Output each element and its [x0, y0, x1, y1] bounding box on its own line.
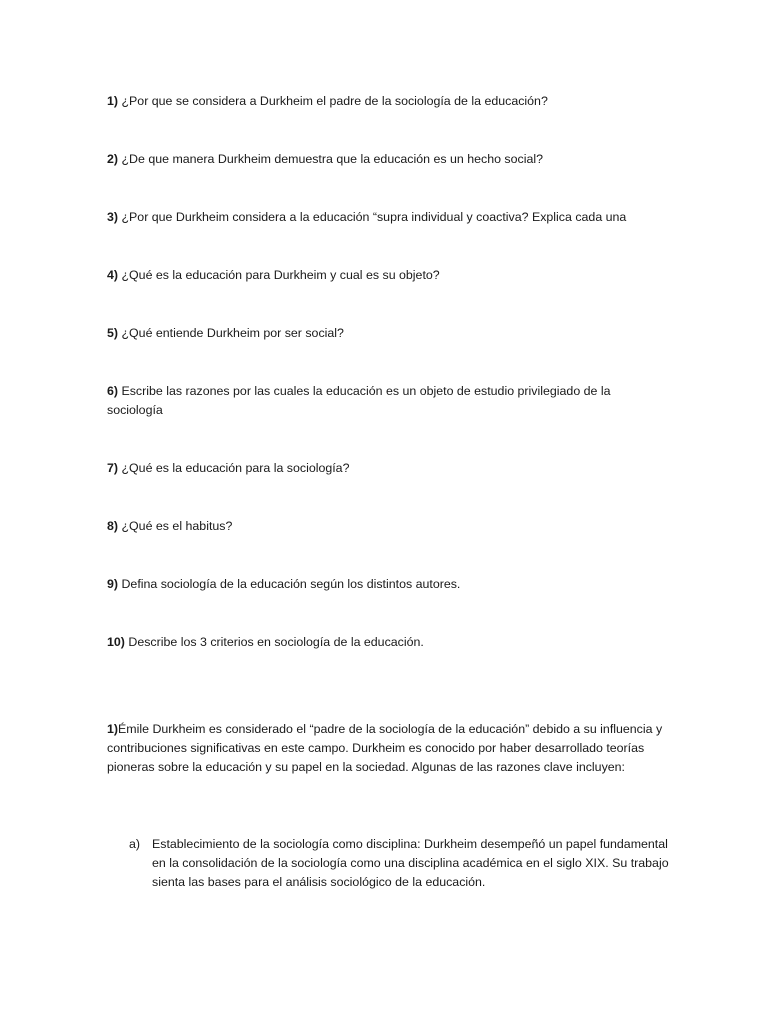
question-text: ¿Por que se considera a Durkheim el padre de la sociología de la educación? — [118, 94, 548, 108]
question-number: 10) — [107, 635, 125, 649]
question-number: 9) — [107, 577, 119, 591]
question-text: ¿Qué es la educación para Durkheim y cual es su objeto? — [118, 268, 440, 282]
answer-text: Émile Durkheim es considerado el “padre de la sociología de la educación” debido a su influencia y contribuciones significativas en este campo. Durkheim es conocido por haber desarrollado teorías pioneras sobre la educación y su papel en la sociedad. Algunas de las razones clave incluyen: — [107, 722, 663, 774]
list-marker: a) — [129, 837, 141, 851]
question-number: 1) — [107, 94, 119, 108]
question-1 — [107, 92, 667, 111]
question-3 — [107, 208, 667, 227]
question-8 — [107, 517, 667, 536]
list-item-text: Establecimiento de la sociología como disciplina: Durkheim desempeñó un papel fundamental en la consolidación de la sociología como una disciplina académica en el siglo XIX. Su trabajo sienta las bases para el análisis sociológico de la educación. — [152, 837, 669, 889]
question-number: 4) — [107, 268, 119, 282]
question-9 — [107, 575, 667, 594]
list-item — [129, 835, 669, 892]
question-text: Escribe las razones por las cuales la educación es un objeto de estudio privilegiado de la sociología — [107, 384, 611, 417]
question-text: ¿Qué entiende Durkheim por ser social? — [118, 326, 344, 340]
question-text: Defina sociología de la educación según los distintos autores. — [118, 577, 461, 591]
question-number: 6) — [107, 384, 119, 398]
question-number: 8) — [107, 519, 119, 533]
question-4 — [107, 266, 667, 285]
question-5 — [107, 324, 667, 343]
question-number: 7) — [107, 461, 119, 475]
answer-number: 1) — [107, 722, 119, 736]
question-text: Describe los 3 criterios en sociología de la educación. — [124, 635, 424, 649]
question-text: ¿Qué es el habitus? — [118, 519, 233, 533]
question-number: 2) — [107, 152, 119, 166]
question-7 — [107, 459, 667, 478]
question-number: 5) — [107, 326, 119, 340]
question-text: ¿Por que Durkheim considera a la educación “supra individual y coactiva? Explica cada una — [118, 210, 627, 224]
answer-1 — [107, 720, 665, 777]
question-text: ¿Qué es la educación para la sociología? — [118, 461, 350, 475]
question-2 — [107, 150, 667, 169]
question-6 — [107, 382, 627, 420]
question-text: ¿De que manera Durkheim demuestra que la educación es un hecho social? — [118, 152, 543, 166]
question-number: 3) — [107, 210, 119, 224]
question-10 — [107, 633, 667, 652]
